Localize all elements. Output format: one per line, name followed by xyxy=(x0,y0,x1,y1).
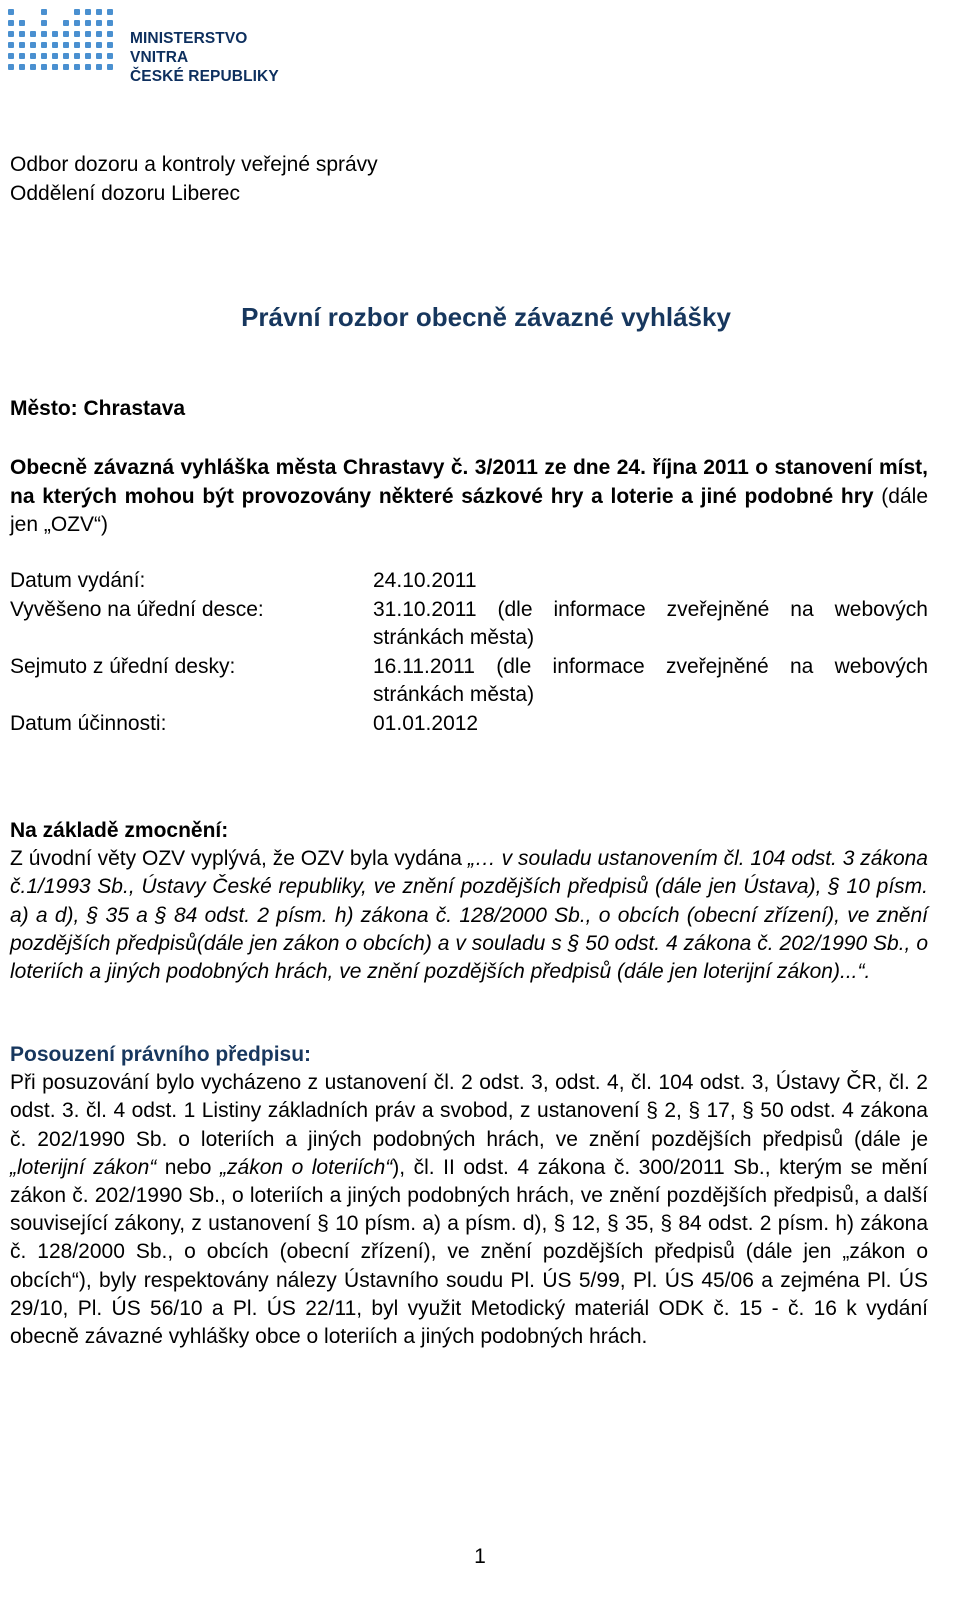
page-number: 1 xyxy=(474,1545,486,1568)
assessment-part-3: ), čl. II odst. 4 zákona č. 300/2011 Sb., kterým se mění zákon č. 202/1990 Sb., o loteriích a jiných podobných hrách, ve znění pozdějších předpisů, a další související zákony, z ustanovení § 10 písm. a) a písm. d), § 12, § 35, § 84 odst. 2 písm. h) zákona č. 128/2000 Sb., o obcích (obecní zřízení), ve znění pozdějších předpisů (dále jen „zákon o obcích“), byly respektovány nálezy Ústavního soudu Pl. ÚS 5/99, Pl. ÚS 45/06 a zejména Pl. ÚS 29/10, Pl. ÚS 56/10 a Pl. ÚS 22/11, byl využit Metodický materiál ODK č. 15 - č. 16 k vydání obecně závazné vyhlášky obce o loteriích a jiných podobných hrách. xyxy=(10,1155,929,1349)
assessment-part-2: nebo xyxy=(156,1155,221,1179)
ozv-title: Obecně závazná vyhláška města Chrastavy č. 3/2011 ze dne 24. října 2011 o stanovení míst, na kterých mohou být provozovány některé sázkové hry a loterie a jiné podobné hry xyxy=(10,456,928,508)
date-value: 01.01.2012 xyxy=(373,711,479,735)
department-block xyxy=(10,150,378,208)
date-row xyxy=(10,710,928,739)
basis-text xyxy=(10,845,928,986)
department-line-1: Odbor dozoru a kontroly veřejné správy xyxy=(10,153,378,176)
date-label: Sejmuto z úřední desky: xyxy=(10,654,236,678)
date-value: 31.10.2011 (dle informace zveřejněné na webových stránkách města) xyxy=(373,597,928,649)
assessment-italic-1: „loterijní zákon“ xyxy=(10,1155,157,1179)
date-label: Vyvěšeno na úřední desce: xyxy=(10,597,264,621)
basis-section xyxy=(10,817,928,986)
document-title: Právní rozbor obecně závazné vyhlášky xyxy=(241,302,731,332)
assessment-part-1: Při posuzování bylo vycházeno z ustanovení čl. 2 odst. 3, odst. 4, čl. 104 odst. 3, Ústavy ČR, čl. 2 odst. 3. čl. 4 odst. 1 Listiny základních práv a svobod, z ustanovení § 2, § 17, § 50 odst. 4 zákona č. 202/1990 Sb. o loteriích a jiných podobných hrách, ve znění pozdějších předpisů (dále je xyxy=(10,1071,928,1151)
date-value: 24.10.2011 xyxy=(373,569,477,592)
assessment-text xyxy=(10,1069,928,1351)
department-line-2: Oddělení dozoru Liberec xyxy=(10,182,240,205)
assessment-italic-2: „zákon o loteriích“ xyxy=(220,1155,393,1179)
assessment-heading: Posouzení právního předpisu: xyxy=(10,1043,312,1066)
date-row xyxy=(10,653,928,710)
dates-table xyxy=(10,567,928,738)
logo-line-1: MINISTERSTVO VNITRA xyxy=(130,30,248,66)
date-label: Datum účinnosti: xyxy=(10,711,167,735)
basis-heading: Na základě zmocnění: xyxy=(10,819,229,842)
assessment-section xyxy=(10,1041,928,1351)
logo-line-2: ČESKÉ REPUBLIKY xyxy=(130,68,279,85)
ministry-logo-text xyxy=(130,29,306,86)
date-label: Datum vydání: xyxy=(10,569,146,592)
date-row xyxy=(10,596,928,653)
date-row xyxy=(10,567,928,596)
document-title-wrap xyxy=(0,302,960,333)
ozv-description xyxy=(10,454,928,540)
ministry-logo xyxy=(6,3,306,83)
basis-intro: Z úvodní věty OZV vyplývá, že OZV byla vydána xyxy=(10,847,468,871)
city-line: Město: Chrastava xyxy=(10,397,186,420)
ministry-logo-icon xyxy=(6,3,121,83)
date-value: 16.11.2011 (dle informace zveřejněné na webových stránkách města) xyxy=(373,654,928,706)
ozv-abbreviation: (dále jen „OZV“) xyxy=(10,484,928,536)
basis-quote: „… v souladu ustanovením čl. 104 odst. 3 zákona č.1/1993 Sb., Ústavy České republiky, ve znění pozdějších předpisů (dále jen Ústava), § 10 písm. a) a d), § 35 a § 84 odst. 2 písm. h) zákona č. 128/2000 Sb., o obcích (obecní zřízení), ve znění pozdějších předpisů(dále jen zákon o obcích) a v souladu s § 50 odst. 4 zákona č. 202/1990 Sb., o loteriích a jiných podobných hrách, ve znění pozdějších předpisů (dále jen loterijní zákon)...“. xyxy=(10,847,928,984)
